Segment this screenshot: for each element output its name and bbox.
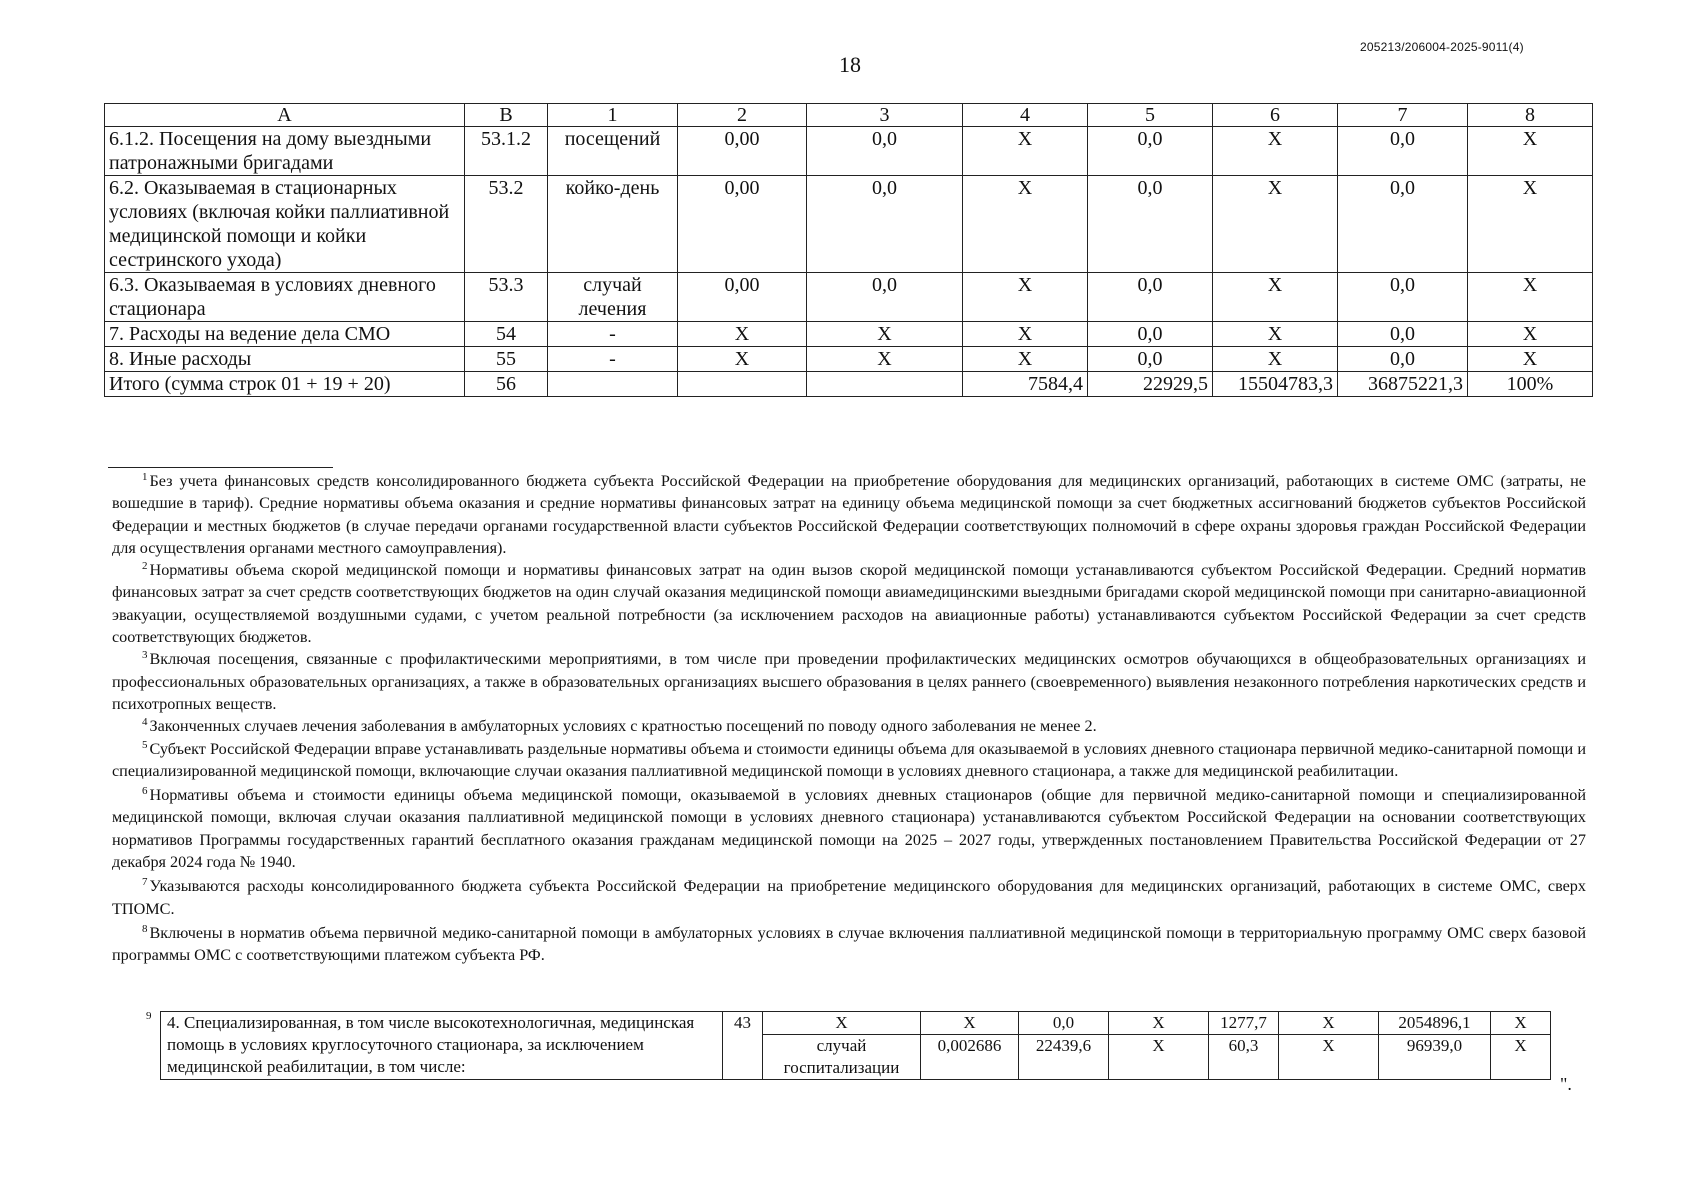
cell-col8: X [1468,322,1593,347]
row-code: 53.2 [465,176,548,273]
cell: 96939,0 [1379,1035,1491,1080]
cell: 2054896,1 [1379,1012,1491,1035]
table-row [105,347,1593,372]
footnote [112,738,1586,783]
row-name: 4. Специализированная, в том числе высокотехнологичная, медицинская помощь в условиях круглосуточного стационара, за исключением медицинской реабилитации, в том числе: [161,1012,723,1080]
row-code: 43 [723,1012,763,1080]
footnote [112,922,1586,967]
row-name: Итого (сумма строк 01 + 19 + 20) [105,372,465,397]
cell-col3: X [807,322,963,347]
column-header: 3 [807,104,963,127]
cell-col6: 15504783,3 [1213,372,1338,397]
footnote-9-mark: 9 [146,1010,152,1022]
column-header: 5 [1088,104,1213,127]
footnote [112,648,1586,715]
cell-col6: X [1213,127,1338,176]
footnote [112,784,1586,873]
row-code: 54 [465,322,548,347]
footnote-mark: 8 [142,922,148,935]
column-header: A [105,104,465,127]
footnote-text: Включая посещения, связанные с профилактическими мероприятиями, в том числе при проведении профилактических медицинских осмотров обучающихся в общеобразовательных организациях и профессиональных образовательных организациях, а также в образовательных организациях высшего образования в целях раннего (своевременного) выявления незаконного потребления наркотических средств и психотропных веществ. [112,650,1586,713]
cell: случай госпитализации [763,1035,921,1080]
cell: X [1279,1035,1379,1080]
footnote-text: Субъект Российской Федерации вправе устанавливать раздельные нормативы объема и стоимости единицы объема для оказываемой в условиях дневного стационара первичной медико-санитарной помощи и специализированной медицинской помощи, включающие случаи оказания паллиативной медицинской помощи в условиях дневного стационара, а также для медицинской реабилитации. [112,739,1586,780]
cell-col2: 0,00 [678,273,807,322]
column-header: 8 [1468,104,1593,127]
footnote [112,470,1586,559]
cell: 22439,6 [1019,1035,1109,1080]
cell: X [921,1012,1019,1035]
table-row [105,176,1593,273]
footnote-mark: 5 [142,738,148,751]
footnote-9-table [160,1011,1551,1080]
footnote-mark: 7 [142,876,148,889]
page-number: 18 [839,52,861,77]
cell-col5: 0,0 [1088,322,1213,347]
cell: 60,3 [1209,1035,1279,1080]
cell-col2: 0,00 [678,127,807,176]
table-row [161,1012,1551,1035]
footnote-mark: 6 [142,785,148,798]
row-code: 53.1.2 [465,127,548,176]
row-unit: посещений [548,127,678,176]
column-header: 7 [1338,104,1468,127]
cell-col5: 0,0 [1088,127,1213,176]
row-code: 53.3 [465,273,548,322]
row-name: 6.3. Оказываемая в условиях дневного стационара [105,273,465,322]
cell-col2: X [678,322,807,347]
cell-col5: 0,0 [1088,176,1213,273]
cell-col8: X [1468,127,1593,176]
footnote-mark: 4 [142,716,148,729]
row-unit: случай лечения [548,273,678,322]
column-header: 1 [548,104,678,127]
cell-col3: 0,0 [807,176,963,273]
cell-col7: 0,0 [1338,127,1468,176]
cell: X [1109,1035,1209,1080]
footnote-text: Нормативы объема и стоимости единицы объема медицинской помощи, оказываемой в условиях дневных стационаров (общие для первичной медико-санитарной помощи и специализированной медицинской помощи, включая случаи оказания паллиативной медицинской помощи в условиях дневного стационара) устанавливаются субъектом Российской Федерации на основании соответствующих нормативов Программы государственных гарантий бесплатного оказания гражданам медицинской помощи на 2025 – 2027 годы, утвержденных постановлением Правительства Российской Федерации от 27 декабря 2024 года № 1940. [112,786,1586,872]
cell-col6: X [1213,347,1338,372]
cell: X [1491,1035,1551,1080]
cell: X [1279,1012,1379,1035]
row-name: 6.1.2. Посещения на дому выездными патронажными бригадами [105,127,465,176]
cell-col3: X [807,347,963,372]
cell: X [1109,1012,1209,1035]
table-row [105,322,1593,347]
cell-col6: X [1213,322,1338,347]
cell-col7: 0,0 [1338,347,1468,372]
column-header: 2 [678,104,807,127]
cell-col6: X [1213,273,1338,322]
expenses-table [104,103,1593,397]
cell-col3: 0,0 [807,127,963,176]
row-name: 7. Расходы на ведение дела СМО [105,322,465,347]
table-header-row [105,104,1593,127]
cell-col8: X [1468,347,1593,372]
row-name: 6.2. Оказываемая в стационарных условиях (включая койки паллиативной медицинской помощи и койки сестринского ухода) [105,176,465,273]
cell-col5: 0,0 [1088,347,1213,372]
cell-col4: 7584,4 [963,372,1088,397]
row-code: 55 [465,347,548,372]
footnotes [112,470,1586,967]
table-row [105,273,1593,322]
footnote-divider [108,467,333,468]
row-unit [548,372,678,397]
cell-col8: X [1468,176,1593,273]
footnote-text: Указываются расходы консолидированного бюджета субъекта Российской Федерации на приобретение медицинского оборудования для медицинских организаций, работающих в системе ОМС, сверх ТПОМС. [112,877,1586,918]
column-header: B [465,104,548,127]
cell-col5: 22929,5 [1088,372,1213,397]
footnote [112,559,1586,648]
footnote [112,875,1586,920]
cell: 1277,7 [1209,1012,1279,1035]
cell-col7: 0,0 [1338,273,1468,322]
cell: 0,0 [1019,1012,1109,1035]
cell-col7: 0,0 [1338,322,1468,347]
cell-col4: X [963,127,1088,176]
cell-col6: X [1213,176,1338,273]
column-header: 4 [963,104,1088,127]
cell-col7: 0,0 [1338,176,1468,273]
cell-col4: X [963,347,1088,372]
footnote-mark: 3 [142,649,148,662]
footnote-mark: 1 [142,471,148,483]
footnote-text: Без учета финансовых средств консолидированного бюджета субъекта Российской Федерации на приобретение оборудования для медицинских организаций, работающих в системе ОМС (затраты, не вошедшие в тариф). Средние нормативы объема оказания и средние нормативы финансовых затрат на единицу объема медицинской помощи за счет бюджетных ассигнований бюджетов субъектов Российской Федерации и местных бюджетов (в случае передачи органами государственной власти субъектов Российской Федерации соответствующих полномочий в сфере охраны здоровья граждан Российской Федерации для осуществления органами местного самоуправления). [112,472,1586,557]
cell: X [1491,1012,1551,1035]
cell: 0,002686 [921,1035,1019,1080]
row-unit: койко-день [548,176,678,273]
column-header: 6 [1213,104,1338,127]
closing-quote: ". [1560,1074,1572,1094]
row-name: 8. Иные расходы [105,347,465,372]
row-unit: - [548,322,678,347]
cell-col8: X [1468,273,1593,322]
row-unit: - [548,347,678,372]
document-id: 205213/206004-2025-9011(4) [1360,40,1524,54]
row-code: 56 [465,372,548,397]
cell: X [763,1012,921,1035]
cell-col8: 100% [1468,372,1593,397]
cell-col2: X [678,347,807,372]
footnote [112,715,1586,737]
table-row-total [105,372,1593,397]
table-row [105,127,1593,176]
cell-col4: X [963,176,1088,273]
footnote-mark: 2 [142,560,148,573]
footnote-text: Нормативы объема скорой медицинской помощи и нормативы финансовых затрат на один вызов скорой медицинской помощи устанавливаются субъектом Российской Федерации. Средний норматив финансовых затрат за счет средств соответствующих бюджетов на один случай оказания медицинской помощи авиамедицинскими выездными бригадами скорой медицинской помощи при санитарно-авиационной эвакуации, осуществляемой воздушными судами, с учетом реальной потребности (за исключением расходов на авиационные работы) устанавливаются субъектом Российской Федерации за счет средств соответствующих бюджетов. [112,561,1586,647]
cell-col7: 36875221,3 [1338,372,1468,397]
cell-col4: X [963,322,1088,347]
cell-col2: 0,00 [678,176,807,273]
cell-col5: 0,0 [1088,273,1213,322]
footnote-text: Законченных случаев лечения заболевания в амбулаторных условиях с кратностью посещений по поводу одного заболевания не менее 2. [149,717,1097,736]
footnote-text: Включены в норматив объема первичной медико-санитарной помощи в амбулаторных условиях в случае включения паллиативной медицинской помощи в территориальную программу ОМС сверх базовой программы ОМС с соответствующими платежом субъекта РФ. [112,923,1586,965]
cell-col3: 0,0 [807,273,963,322]
cell-col3 [807,372,963,397]
cell-col4: X [963,273,1088,322]
cell-col2 [678,372,807,397]
